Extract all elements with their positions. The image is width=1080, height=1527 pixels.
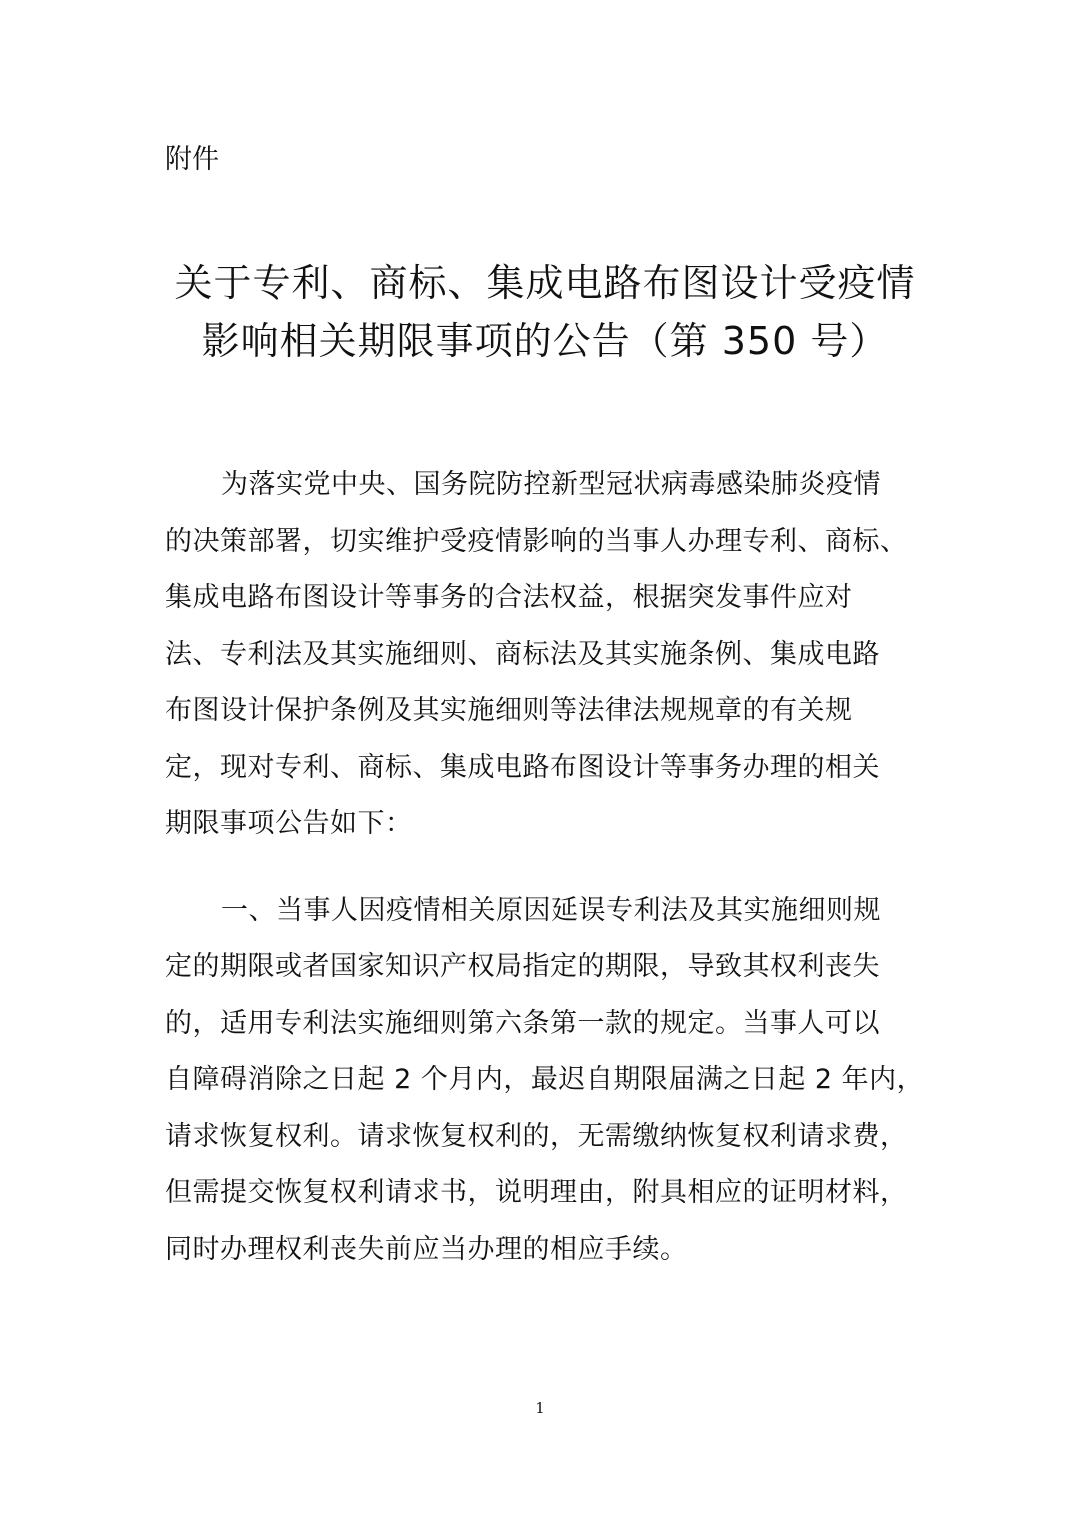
body-line: 请求恢复权利。请求恢复权利的，无需缴纳恢复权利请求费， <box>165 1120 908 1152</box>
body-line: 定，现对专利、商标、集成电路布图设计等事务办理的相关 <box>165 751 880 783</box>
document-body <box>165 457 925 1278</box>
body-line: 同时办理权利丧失前应当办理的相应手续。 <box>165 1233 688 1265</box>
paragraph-spacer <box>165 853 925 883</box>
body-line: 自障碍消除之日起 2 个月内，最迟自期限届满之日起 2 年内， <box>165 1064 925 1095</box>
paragraph-intro <box>165 457 925 853</box>
attachment-label: 附件 <box>165 144 219 175</box>
body-line: 集成电路布图设计等事务的合法权益，根据突发事件应对 <box>165 582 853 613</box>
body-line: 一、当事人因疫情相关原因延误专利法及其实施细则规 <box>221 894 881 926</box>
body-line: 为落实党中央、国务院防控新型冠状病毒感染肺炎疫情 <box>221 469 881 500</box>
title-line: 影响相关期限事项的公告（第 350 号） <box>201 319 889 363</box>
page-number: 1 <box>535 1399 545 1417</box>
body-line: 但需提交恢复权利请求书，说明理由，附具相应的证明材料， <box>165 1177 908 1208</box>
body-line: 布图设计保护条例及其实施细则等法律法规规章的有关规 <box>165 695 853 726</box>
body-line: 的决策部署，切实维护受疫情影响的当事人办理专利、商标、 <box>165 525 908 557</box>
title-line: 关于专利、商标、集成电路布图设计受疫情 <box>174 261 916 305</box>
body-line: 定的期限或者国家知识产权局指定的期限，导致其权利丧失 <box>165 951 880 982</box>
paragraph-item-one <box>165 883 925 1279</box>
body-line: 期限事项公告如下： <box>165 808 413 839</box>
body-line: 的，适用专利法实施细则第六条第一款的规定。当事人可以 <box>165 1007 880 1039</box>
body-line: 法、专利法及其实施细则、商标法及其实施条例、集成电路 <box>165 638 880 670</box>
document-title <box>160 254 930 370</box>
